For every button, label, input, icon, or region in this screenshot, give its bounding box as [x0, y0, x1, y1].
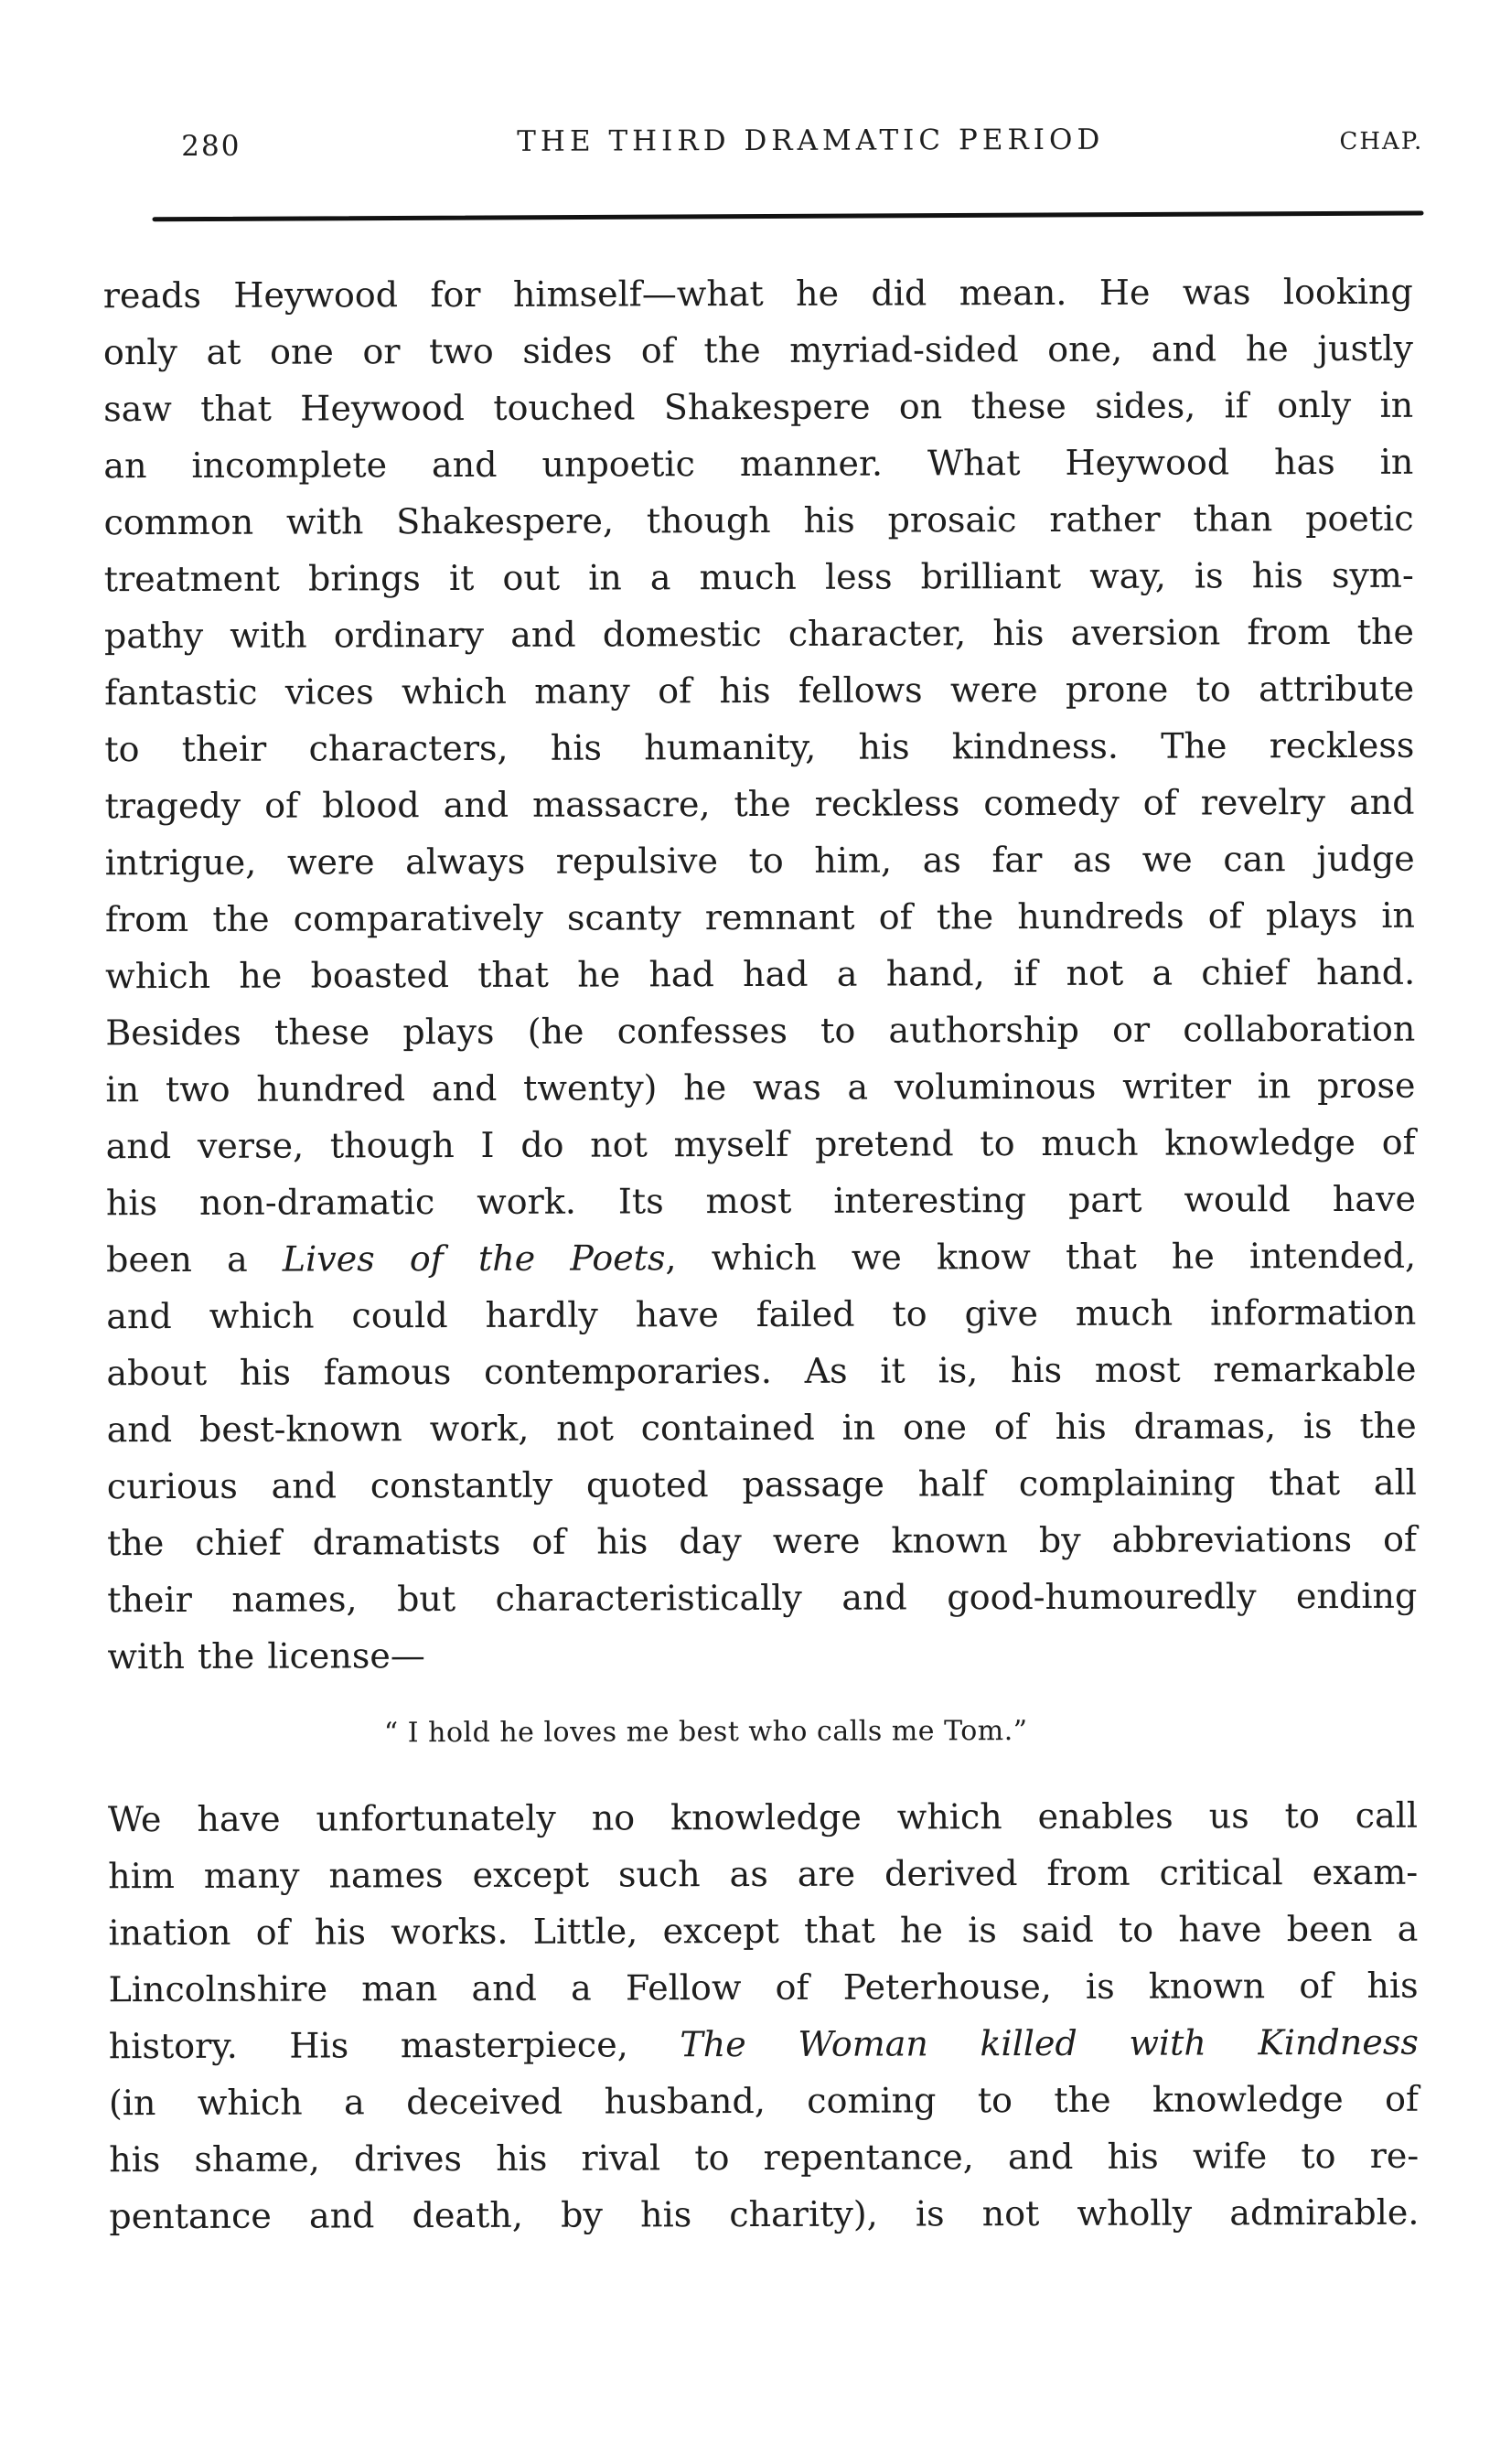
chapter-label: CHAP.	[1339, 127, 1424, 155]
text-segment: Lincolnshire man and a Fellow of Peterhouse, is known of his	[108, 1965, 1419, 2010]
text-segment: reads Heywood for himself—what he did mean. He was looking	[102, 271, 1413, 316]
text-line	[105, 1057, 1415, 1118]
text-line	[109, 2127, 1419, 2188]
text-line	[104, 660, 1414, 721]
text-segment: history. His masterpiece,	[108, 2024, 680, 2067]
text-segment: in two hundred and twenty) he was a voluminous writer in prose	[105, 1065, 1416, 1110]
text-segment: saw that Heywood touched Shakespere on these sides, if only in	[103, 384, 1414, 430]
text-line	[109, 2014, 1419, 2074]
text-line	[106, 1171, 1416, 1231]
text-segment: and which could hardly have failed to give much information	[106, 1291, 1417, 1337]
text-segment: the chief dramatists of his day were known by abbreviations of	[107, 1518, 1418, 1564]
text-line	[106, 1341, 1416, 1401]
body-text	[103, 263, 1420, 2244]
text-segment: (in which a deceived husband, coming to the knowledge of	[108, 2078, 1420, 2124]
header-rule	[153, 210, 1424, 221]
paragraph-2	[108, 1787, 1420, 2244]
text-segment: to their characters, his humanity, his kindness. The reckless	[104, 724, 1415, 770]
text-segment: him many names except such as are derived from critical exam-	[108, 1851, 1419, 1897]
text-segment: common with Shakespere, though his prosaic rather than poetic	[103, 498, 1414, 543]
text-line	[104, 717, 1414, 777]
text-segment: , which we know that he intended,	[665, 1235, 1417, 1279]
text-segment: with the license—	[107, 1635, 425, 1677]
verse-quote: “ I hold he loves me best who calls me Tom.”	[383, 1715, 1028, 1750]
text-segment: his shame, drives his rival to repentance, and his wife to re-	[109, 2135, 1420, 2180]
text-line	[103, 377, 1413, 437]
text-line	[109, 2071, 1419, 2131]
text-segment: pathy with ordinary and domestic character, his aversion from the	[103, 611, 1415, 657]
text-line	[107, 1398, 1417, 1458]
page-header	[0, 122, 1507, 168]
text-line	[107, 1568, 1417, 1628]
text-line	[105, 887, 1415, 948]
text-segment: which he boasted that he had had a hand, if not a chief hand.	[105, 951, 1416, 997]
text-segment: We have unfortunately no knowledge which enables us to call	[107, 1794, 1419, 1840]
text-segment: intrigue, were always repulsive to him, as far as we can judge	[104, 838, 1415, 884]
text-segment: their names, but characteristically and good-humouredly ending	[107, 1575, 1418, 1621]
text-line	[104, 604, 1414, 664]
text-line	[103, 320, 1413, 380]
text-line	[105, 1001, 1415, 1061]
running-title: THE THIRD DRAMATIC PERIOD	[517, 123, 1105, 158]
text-segment: his non-dramatic work. Its most interesting part would have	[105, 1178, 1416, 1224]
text-line	[109, 1957, 1419, 2018]
text-line	[108, 1844, 1418, 1904]
text-line	[109, 2184, 1419, 2244]
text-line	[107, 1454, 1417, 1515]
text-segment: ination of his works. Little, except that he is said to have been a	[108, 1908, 1419, 1954]
italic-title-segment: Lives of the Poets	[282, 1237, 666, 1280]
text-line	[104, 774, 1414, 834]
paragraph-1	[103, 263, 1418, 1685]
text-segment: and best-known work, not contained in one of his dramas, is the	[106, 1405, 1417, 1451]
text-line	[105, 944, 1415, 1004]
text-segment: fantastic vices which many of his fellows were prone to attribute	[104, 668, 1415, 713]
page-number: 280	[181, 129, 241, 163]
text-segment: curious and constantly quoted passage half complaining that all	[106, 1462, 1417, 1507]
text-line	[106, 1284, 1416, 1344]
text-line	[107, 1511, 1417, 1571]
text-line	[103, 434, 1413, 494]
text-segment: treatment brings it out in a much less brilliant way, is his sym-	[103, 554, 1414, 600]
text-segment: about his famous contemporaries. As it is, his most remarkable	[106, 1348, 1417, 1394]
text-line	[103, 263, 1413, 324]
text-segment: and verse, though I do not myself pretend to much knowledge of	[105, 1121, 1416, 1167]
text-line	[105, 830, 1415, 891]
text-segment: been a	[106, 1238, 283, 1280]
text-line	[108, 1901, 1418, 1961]
text-line	[108, 1787, 1418, 1848]
italic-title-segment: The Woman killed with Kindness	[680, 2021, 1419, 2065]
text-line	[106, 1227, 1416, 1288]
text-segment: an incomplete and unpoetic manner. What Heywood has in	[103, 441, 1414, 487]
text-segment: pentance and death, by his charity), is not wholly admirable.	[109, 2191, 1420, 2237]
text-segment: from the comparatively scanty remnant of the hundreds of plays in	[104, 895, 1415, 940]
text-segment: Besides these plays (he confesses to authorship or collaboration	[105, 1008, 1416, 1054]
text-segment: only at one or two sides of the myriad-sided one, and he justly	[102, 327, 1414, 373]
text-line	[106, 1114, 1416, 1174]
text-line	[104, 547, 1414, 607]
text-line	[107, 1624, 1417, 1685]
text-line	[103, 490, 1413, 551]
text-segment: tragedy of blood and massacre, the reckless comedy of revelry and	[104, 781, 1415, 827]
